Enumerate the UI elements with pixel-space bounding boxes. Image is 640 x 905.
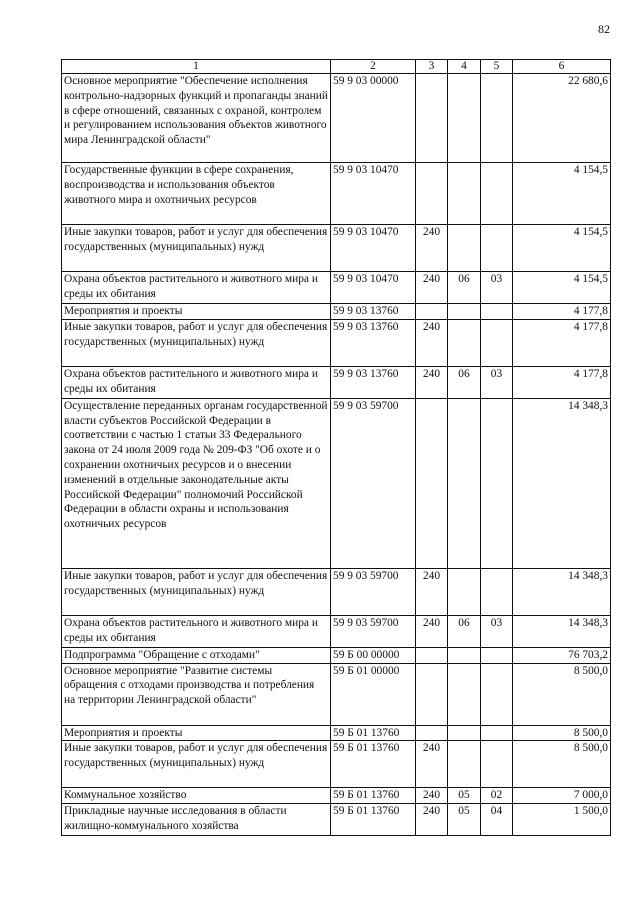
- row-amount: 4 177,8: [513, 304, 611, 320]
- row-name: Осуществление переданных органам государственной власти субъектов Российской Федерации в соответствии с частью 1 статьи 33 Федерального закона от 24 июля 2009 года № 209-ФЗ "Об охоте и о сохранении охотничьих ресурсов и о внесении изменений в отдельные законодательные акты Российской Федерации" полномочий Российской Федерации в области охраны и использования охотничьих ресурсов: [62, 398, 331, 568]
- row-c3: 240: [416, 741, 448, 788]
- row-name: Охрана объектов растительного и животного мира и среды их обитания: [62, 366, 331, 398]
- row-c5: 04: [481, 804, 513, 836]
- row-c4: 06: [448, 366, 481, 398]
- row-c3: [416, 304, 448, 320]
- row-code: 59 Б 01 00000: [331, 663, 416, 725]
- header-cell: 5: [481, 60, 513, 74]
- row-c3: [416, 398, 448, 568]
- row-code: 59 9 03 59700: [331, 568, 416, 615]
- header-cell: 3: [416, 60, 448, 74]
- row-amount: 8 500,0: [513, 725, 611, 741]
- row-c4: 05: [448, 788, 481, 804]
- row-code: 59 9 03 59700: [331, 398, 416, 568]
- row-code: 59 9 03 10470: [331, 225, 416, 272]
- row-c5: [481, 663, 513, 725]
- row-name: Основное мероприятие "Обеспечение исполнения контрольно-надзорных функций и пропаганды знаний в сфере отношений, связанных с охраной, контролем и регулированием использования объектов животного мира Ленинградской области": [62, 74, 331, 163]
- table-row: [62, 319, 611, 366]
- row-name: Иные закупки товаров, работ и услуг для обеспечения государственных (муниципальных) нужд: [62, 568, 331, 615]
- row-c3: [416, 663, 448, 725]
- row-c5: 03: [481, 615, 513, 647]
- row-c3: [416, 725, 448, 741]
- row-c4: 05: [448, 804, 481, 836]
- table-row: [62, 568, 611, 615]
- row-c3: [416, 647, 448, 663]
- row-code: 59 Б 01 13760: [331, 804, 416, 836]
- table-row: [62, 366, 611, 398]
- row-amount: 4 154,5: [513, 225, 611, 272]
- row-name: Основное мероприятие "Развитие системы обращения с отходами производства и потребления на территории Ленинградской области": [62, 663, 331, 725]
- table-row: [62, 615, 611, 647]
- row-name: Иные закупки товаров, работ и услуг для обеспечения государственных (муниципальных) нужд: [62, 741, 331, 788]
- row-c3: 240: [416, 225, 448, 272]
- row-c3: [416, 74, 448, 163]
- table-row: [62, 663, 611, 725]
- row-c3: 240: [416, 366, 448, 398]
- row-code: 59 Б 01 13760: [331, 788, 416, 804]
- row-c4: [448, 398, 481, 568]
- row-name: Коммунальное хозяйство: [62, 788, 331, 804]
- row-c5: [481, 319, 513, 366]
- table-row: [62, 725, 611, 741]
- table-row: [62, 225, 611, 272]
- row-c4: 06: [448, 272, 481, 304]
- row-c4: [448, 74, 481, 163]
- row-c3: [416, 163, 448, 225]
- row-amount: 8 500,0: [513, 663, 611, 725]
- row-c3: 240: [416, 788, 448, 804]
- row-amount: 4 177,8: [513, 319, 611, 366]
- row-name: Охрана объектов растительного и животного мира и среды их обитания: [62, 615, 331, 647]
- budget-table: [61, 59, 611, 836]
- row-name: Государственные функции в сфере сохранения, воспроизводства и использования объектов животного мира и охотничьих ресурсов: [62, 163, 331, 225]
- row-c5: 03: [481, 366, 513, 398]
- row-name: Подпрограмма "Обращение с отходами": [62, 647, 331, 663]
- row-c5: [481, 398, 513, 568]
- header-cell: 6: [513, 60, 611, 74]
- header-cell: 2: [331, 60, 416, 74]
- row-amount: 76 703,2: [513, 647, 611, 663]
- table-row: [62, 741, 611, 788]
- row-code: 59 Б 01 13760: [331, 741, 416, 788]
- row-name: Иные закупки товаров, работ и услуг для обеспечения государственных (муниципальных) нужд: [62, 319, 331, 366]
- row-c4: [448, 304, 481, 320]
- row-c3: 240: [416, 615, 448, 647]
- row-amount: 14 348,3: [513, 398, 611, 568]
- row-c5: [481, 725, 513, 741]
- row-code: 59 9 03 00000: [331, 74, 416, 163]
- row-c4: [448, 725, 481, 741]
- row-name: Иные закупки товаров, работ и услуг для обеспечения государственных (муниципальных) нужд: [62, 225, 331, 272]
- row-c4: [448, 647, 481, 663]
- row-name: Прикладные научные исследования в области жилищно-коммунального хозяйства: [62, 804, 331, 836]
- row-c4: [448, 741, 481, 788]
- row-code: 59 Б 01 13760: [331, 725, 416, 741]
- row-c3: 240: [416, 804, 448, 836]
- row-code: 59 9 03 13760: [331, 366, 416, 398]
- row-name: Мероприятия и проекты: [62, 304, 331, 320]
- row-amount: 4 154,5: [513, 272, 611, 304]
- table-row: [62, 398, 611, 568]
- row-code: 59 9 03 59700: [331, 615, 416, 647]
- row-c3: 240: [416, 272, 448, 304]
- row-c5: [481, 74, 513, 163]
- row-amount: 1 500,0: [513, 804, 611, 836]
- row-code: 59 9 03 10470: [331, 163, 416, 225]
- table-row: [62, 647, 611, 663]
- row-amount: 7 000,0: [513, 788, 611, 804]
- row-c5: [481, 304, 513, 320]
- table-row: [62, 163, 611, 225]
- row-amount: 14 348,3: [513, 568, 611, 615]
- header-row: [62, 60, 611, 74]
- row-c5: [481, 568, 513, 615]
- row-c4: [448, 225, 481, 272]
- table-row: [62, 272, 611, 304]
- row-amount: 14 348,3: [513, 615, 611, 647]
- row-amount: 8 500,0: [513, 741, 611, 788]
- row-c3: 240: [416, 568, 448, 615]
- row-c5: [481, 163, 513, 225]
- row-c4: [448, 568, 481, 615]
- table-row: [62, 804, 611, 836]
- row-amount: 4 154,5: [513, 163, 611, 225]
- table-row: [62, 788, 611, 804]
- row-c4: [448, 663, 481, 725]
- header-cell: 1: [62, 60, 331, 74]
- table-row: [62, 304, 611, 320]
- row-code: 59 Б 00 00000: [331, 647, 416, 663]
- row-name: Охрана объектов растительного и животного мира и среды их обитания: [62, 272, 331, 304]
- row-code: 59 9 03 13760: [331, 319, 416, 366]
- row-c5: 03: [481, 272, 513, 304]
- row-c4: [448, 319, 481, 366]
- row-code: 59 9 03 10470: [331, 272, 416, 304]
- row-c5: 02: [481, 788, 513, 804]
- row-code: 59 9 03 13760: [331, 304, 416, 320]
- row-c3: 240: [416, 319, 448, 366]
- row-c5: [481, 741, 513, 788]
- row-c4: 06: [448, 615, 481, 647]
- header-cell: 4: [448, 60, 481, 74]
- row-amount: 4 177,8: [513, 366, 611, 398]
- row-name: Мероприятия и проекты: [62, 725, 331, 741]
- row-c5: [481, 647, 513, 663]
- row-amount: 22 680,6: [513, 74, 611, 163]
- table-row: [62, 74, 611, 163]
- row-c5: [481, 225, 513, 272]
- row-c4: [448, 163, 481, 225]
- page-number: 82: [598, 22, 610, 36]
